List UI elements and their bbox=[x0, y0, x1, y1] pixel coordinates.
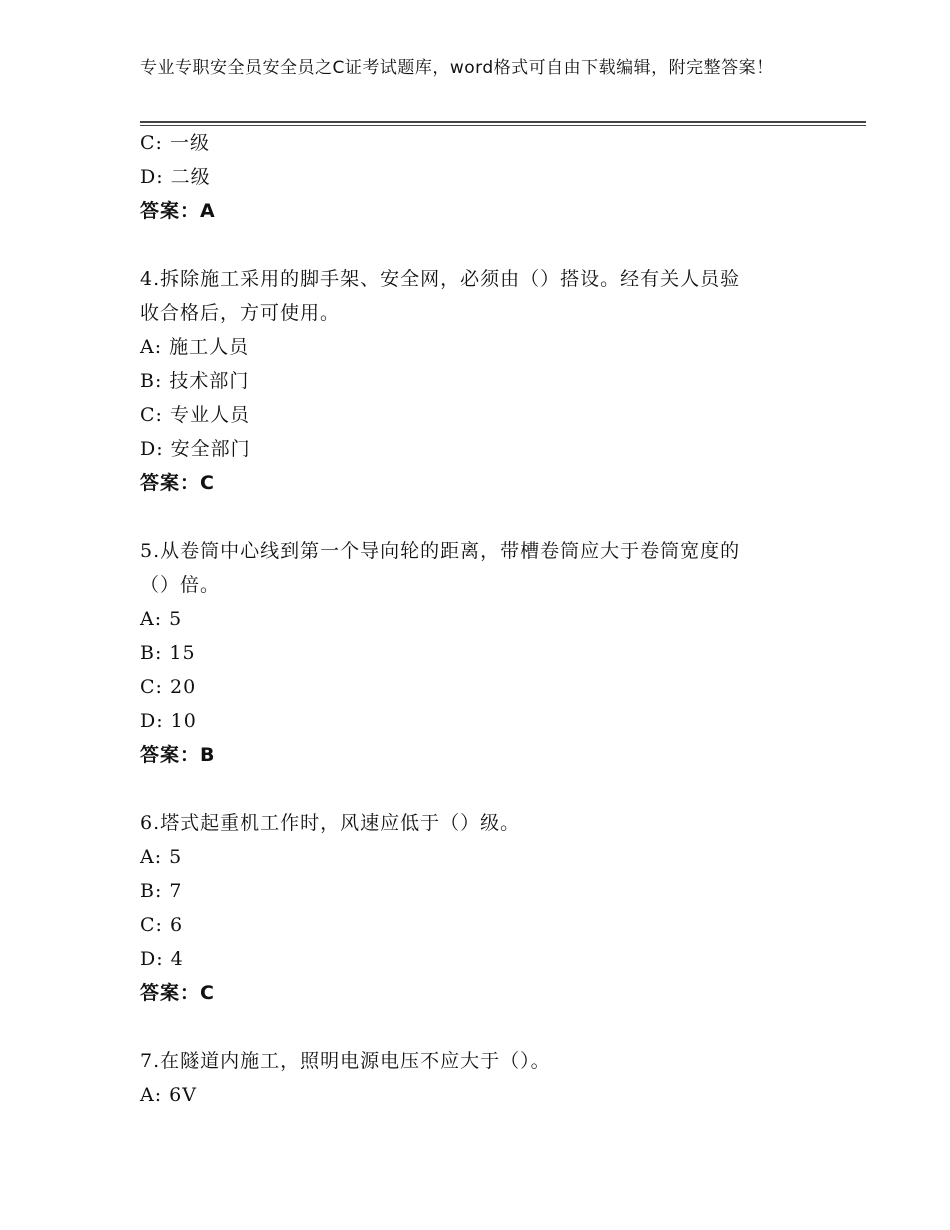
option-d: D: 二级 bbox=[140, 166, 211, 188]
question-stem: （）倍。 bbox=[140, 574, 221, 596]
document-header: 专业专职安全员安全员之C证考试题库，word格式可自由下载编辑，附完整答案！ bbox=[140, 58, 774, 78]
answer-label: 答案：B bbox=[140, 744, 216, 766]
answer-label: 答案：A bbox=[140, 200, 216, 222]
option-b: B: 7 bbox=[140, 880, 183, 902]
header-rule bbox=[140, 121, 866, 123]
option-b: B: 15 bbox=[140, 642, 196, 664]
option-d: D: 4 bbox=[140, 948, 184, 970]
question-stem: 6.塔式起重机工作时，风速应低于（）级。 bbox=[140, 812, 521, 834]
answer-label: 答案：C bbox=[140, 472, 215, 494]
option-a: A: 施工人员 bbox=[140, 336, 250, 358]
option-d: D: 10 bbox=[140, 710, 197, 732]
option-c: C: 6 bbox=[140, 914, 184, 936]
option-a: A: 5 bbox=[140, 846, 183, 868]
option-c: C: 专业人员 bbox=[140, 404, 250, 426]
question-stem: 7.在隧道内施工，照明电源电压不应大于（）。 bbox=[140, 1050, 551, 1072]
option-c: C: 一级 bbox=[140, 132, 210, 154]
question-6 bbox=[140, 806, 820, 1010]
question-4 bbox=[140, 262, 820, 500]
question-stem: 4.拆除施工采用的脚手架、安全网，必须由（）搭设。经有关人员验 bbox=[140, 268, 741, 290]
option-c: C: 20 bbox=[140, 676, 197, 698]
question-7 bbox=[140, 1044, 820, 1112]
answer-label: 答案：C bbox=[140, 982, 215, 1004]
option-a: A: 5 bbox=[140, 608, 183, 630]
question-stem: 收合格后，方可使用。 bbox=[140, 302, 341, 324]
question-5 bbox=[140, 534, 820, 772]
question-stem: 5.从卷筒中心线到第一个导向轮的距离，带槽卷筒应大于卷筒宽度的 bbox=[140, 540, 741, 562]
option-d: D: 安全部门 bbox=[140, 438, 251, 460]
question-continued bbox=[140, 126, 820, 228]
option-b: B: 技术部门 bbox=[140, 370, 250, 392]
option-a: A: 6V bbox=[140, 1084, 197, 1106]
question-list bbox=[140, 126, 820, 1112]
